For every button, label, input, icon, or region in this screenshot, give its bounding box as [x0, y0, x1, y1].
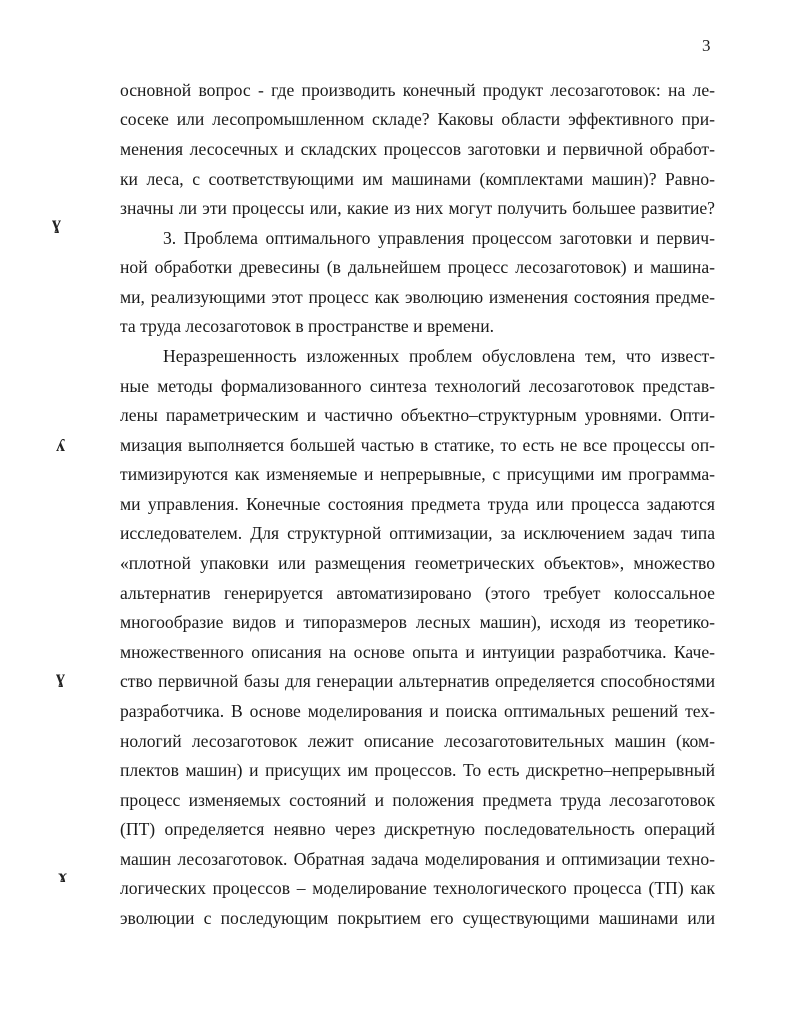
- page-number: 3: [702, 36, 711, 55]
- text-line: эволюции с последующим покрытием его существующими машинами или: [120, 908, 715, 928]
- text-line: (ПТ) определяется неявно через дискретную последовательность операций: [120, 819, 715, 839]
- text-line: альтернатив генерируется автоматизировано (этого требует колоссальное: [120, 583, 715, 603]
- text-line: мизация выполняется большей частью в статике, то есть не все процессы оп-: [120, 435, 715, 455]
- text-line: ные методы формализованного синтеза технологий лесозаготовок представ-: [120, 376, 715, 396]
- text-line: исследователем. Для структурной оптимизации, за исключением задач типа: [120, 523, 715, 543]
- text-line: тимизируются как изменяемые и непрерывные, с присущими им программа-: [120, 464, 715, 484]
- margin-mark: ʎ: [56, 435, 65, 455]
- text-line: многообразие видов и типоразмеров лесных машин), исходя из теоретико-: [120, 612, 715, 632]
- text-line: множественного описания на основе опыта и интуиции разработчика. Каче-: [120, 642, 715, 662]
- text-line: Неразрешенность изложенных проблем обусловлена тем, что извест-: [163, 346, 715, 366]
- text-line: ной обработки древесины (в дальнейшем процесс лесозаготовок) и машина-: [120, 257, 715, 277]
- text-line: сосеке или лесопромышленном складе? Каковы области эффективного при-: [120, 109, 715, 129]
- text-line: нологий лесозаготовок лежит описание лесозаготовительных машин (ком-: [120, 731, 715, 751]
- text-line: та труда лесозаготовок в пространстве и времени.: [120, 316, 495, 336]
- text-line: значны ли эти процессы или, какие из них могут получить большее развитие?: [120, 198, 715, 218]
- text-line: ство первичной базы для генерации альтернатив определяется способностями: [120, 671, 715, 691]
- text-line: основной вопрос - где производить конечный продукт лесозаготовок: на ле-: [120, 80, 715, 100]
- margin-mark: ɣ: [56, 667, 65, 687]
- margin-mark: ɤ: [58, 866, 68, 886]
- text-line: «плотной упаковки или размещения геометрических объектов», множество: [120, 553, 715, 573]
- text-line: менения лесосечных и складских процессов заготовки и первичной обработ-: [120, 139, 715, 159]
- text-line: машин лесозаготовок. Обратная задача моделирования и оптимизации техно-: [120, 849, 715, 869]
- text-line: плектов машин) и присущих им процессов. То есть дискретно–непрерывный: [120, 760, 715, 780]
- text-line: лены параметрическим и частично объектно–структурным уровнями. Опти-: [120, 405, 715, 425]
- text-line: разработчика. В основе моделирования и поиска оптимальных решений тех-: [120, 701, 715, 721]
- text-line: ми, реализующими этот процесс как эволюцию изменения состояния предме-: [120, 287, 715, 307]
- text-line: ки леса, с соответствующими им машинами (комплектами машин)? Равно-: [120, 169, 715, 189]
- text-line: 3. Проблема оптимального управления процессом заготовки и первич-: [163, 228, 715, 248]
- text-line: ми управления. Конечные состояния предмета труда или процесса задаются: [120, 494, 715, 514]
- text-line: процесс изменяемых состояний и положения предмета труда лесозаготовок: [120, 790, 715, 810]
- margin-mark: ɣ: [52, 213, 61, 233]
- text-line: логических процессов – моделирование технологического процесса (ТП) как: [120, 878, 715, 898]
